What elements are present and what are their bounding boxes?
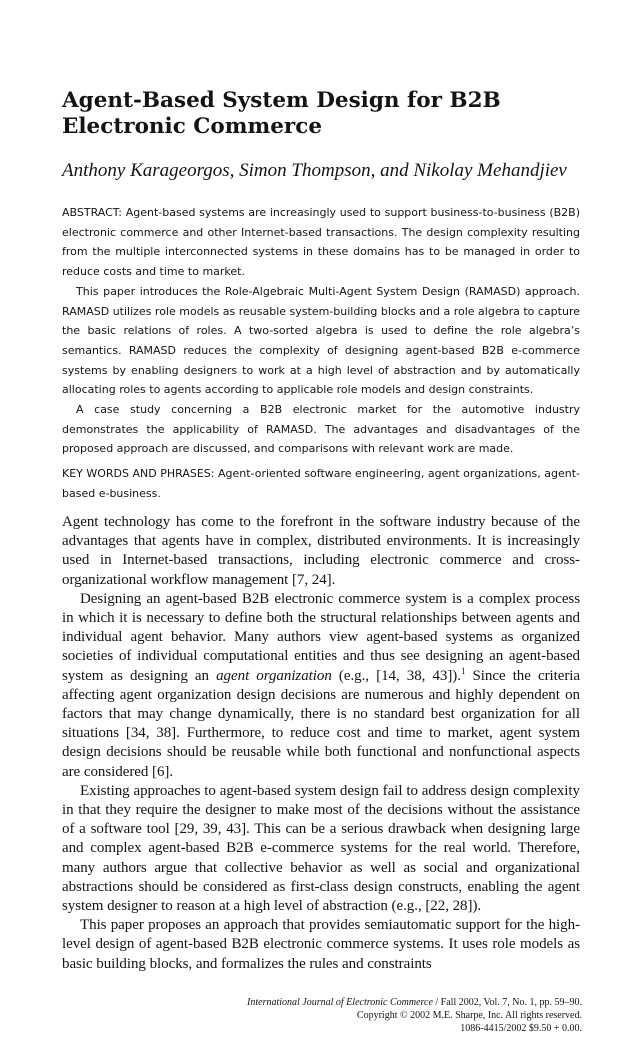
keywords-text: Agent-oriented software engineering, agent organizations, agent-based e-business. bbox=[62, 467, 581, 500]
page-footer bbox=[142, 996, 582, 1035]
body-text-span: Designing an agent-based B2B electronic commerce system is a complex process in which it is necessary to define both the structural relationships between agents and individual agent behavior. Many authors view agent-based systems as organized societies of individual computational entities and thus see designing an agent-based system as designing an bbox=[62, 590, 580, 684]
body-paragraph bbox=[62, 590, 580, 782]
author-list: Anthony Karageorgos, Simon Thompson, and Nikolay Mehandjiev bbox=[62, 160, 567, 181]
abstract bbox=[62, 203, 580, 459]
body-text-span: Since the criteria affecting agent organization design decisions are numerous and highly dependent on factors that may change dynamically, there is no standard best organization for all situations [34, 38]. Furthermore, to reduce cost and time to market, agent system design decisions should be reusable while both functional and nonfunctional aspects are considered [6]. bbox=[62, 667, 581, 780]
footer-copyright: Copyright © 2002 M.E. Sharpe, Inc. All rights reserved. bbox=[356, 1010, 582, 1021]
article-title: Agent-Based System Design for B2B Electronic Commerce bbox=[62, 88, 501, 139]
footer-citation bbox=[142, 996, 582, 1009]
keywords bbox=[62, 464, 580, 503]
keywords-label: KEY WORDS AND PHRASES: bbox=[62, 467, 215, 480]
emphasis-term: agent organization bbox=[216, 667, 332, 684]
abstract-text: Agent-based systems are increasingly used to support business-to-business (B2B) electronic commerce and other Internet-based transactions. The design complexity resulting from the multiple interconnected systems in these domains has to be managed in order to reduce costs and time to market. bbox=[62, 206, 580, 279]
journal-issue: / Fall 2002, Vol. 7, No. 1, pp. 59–90. bbox=[432, 997, 582, 1008]
body-paragraph: Agent technology has come to the forefront in the software industry because of the advantages that agents have in complex, distributed environments. It is increasingly used in Internet-based transactions, including electronic commerce and cross-organizational workflow management [7, 24]. bbox=[62, 514, 580, 588]
body-paragraph: This paper proposes an approach that provides semiautomatic support for the high-level design of agent-based B2B electronic commerce systems. It uses role models as basic building blocks, and formalizes the rules and constraints bbox=[62, 917, 580, 972]
body-paragraph: Existing approaches to agent-based system design fail to address design complexity in that they require the designer to make most of the decisions without the assistance of a software tool [29, 39, 43]. This can be a serious drawback when designing large and complex agent-based B2B e-commerce systems for the real world. Therefore, many authors argue that collective behavior as well as social and organizational abstractions should be considered as first-class design constructs, enabling the agent system designer to reason at a high level of abstraction (e.g., [22, 28]). bbox=[62, 782, 580, 915]
footer-issn: 1086-4415/2002 $9.50 + 0.00. bbox=[460, 1023, 582, 1034]
abstract-paragraph: A case study concerning a B2B electronic market for the automotive industry demonstrates the applicability of RAMASD. The advantages and disadvantages of the proposed approach are discussed, and comparisons with relevant work are made. bbox=[62, 403, 580, 456]
body-text bbox=[62, 513, 580, 974]
abstract-label: ABSTRACT: bbox=[62, 206, 123, 219]
abstract-paragraph: This paper introduces the Role-Algebraic Multi-Agent System Design (RAMASD) approach. RAMASD utilizes role models as reusable system-building blocks and a role algebra to capture the basic relations of roles. A two-sorted algebra is used to define the role algebra’s semantics. RAMASD reduces the complexity of designing agent-based B2B e-commerce systems by enabling designers to work at a high level of abstraction and by automatically allocating roles to agents according to applicable role models and design constraints. bbox=[62, 284, 580, 397]
footnote-marker[interactable]: 1 bbox=[460, 665, 466, 676]
journal-name: International Journal of Electronic Commerce bbox=[247, 997, 433, 1008]
abstract-paragraph bbox=[62, 203, 580, 282]
body-text-span: (e.g., [14, 38, 43]). bbox=[338, 667, 461, 684]
